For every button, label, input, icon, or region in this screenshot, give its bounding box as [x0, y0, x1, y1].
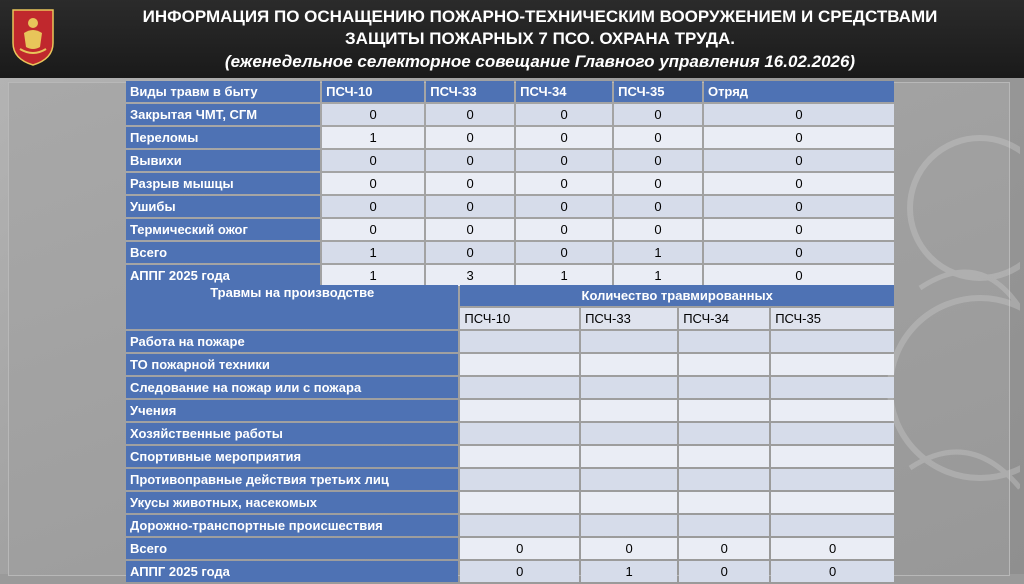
column-header: ПСЧ-34	[516, 81, 612, 102]
workplace-injuries-table	[124, 283, 896, 584]
value-cell: 0	[426, 242, 514, 263]
value-cell	[771, 492, 894, 513]
value-cell	[771, 400, 894, 421]
table-row	[126, 400, 894, 421]
column-header: ПСЧ-33	[426, 81, 514, 102]
row-label: Термический ожог	[126, 219, 320, 240]
table-header-row	[126, 81, 894, 102]
value-cell: 0	[426, 150, 514, 171]
column-subheader: ПСЧ-34	[679, 308, 769, 329]
table-row	[126, 196, 894, 217]
value-cell: 0	[614, 127, 702, 148]
value-cell: 1	[614, 265, 702, 286]
value-cell: 0	[426, 127, 514, 148]
value-cell	[771, 446, 894, 467]
row-label: Переломы	[126, 127, 320, 148]
value-cell: 0	[322, 150, 424, 171]
value-cell	[679, 354, 769, 375]
value-cell	[581, 446, 677, 467]
value-cell	[771, 331, 894, 352]
value-cell	[460, 354, 579, 375]
value-cell: 0	[704, 173, 894, 194]
table-row	[126, 492, 894, 513]
value-cell	[771, 377, 894, 398]
value-cell: 0	[322, 104, 424, 125]
value-cell	[679, 515, 769, 536]
value-cell	[460, 331, 579, 352]
value-cell	[460, 469, 579, 490]
value-cell: 0	[614, 196, 702, 217]
table-row	[126, 377, 894, 398]
value-cell	[679, 377, 769, 398]
column-subheader: ПСЧ-35	[771, 308, 894, 329]
value-cell	[679, 492, 769, 513]
column-header: Отряд	[704, 81, 894, 102]
value-cell	[581, 377, 677, 398]
value-cell	[679, 331, 769, 352]
row-label: Вывихи	[126, 150, 320, 171]
value-cell	[581, 469, 677, 490]
value-cell: 0	[322, 196, 424, 217]
value-cell: 0	[704, 104, 894, 125]
table-row	[126, 538, 894, 559]
table-header-row	[126, 285, 894, 306]
value-cell	[581, 492, 677, 513]
row-label: Хозяйственные работы	[126, 423, 458, 444]
column-subheader: ПСЧ-10	[460, 308, 579, 329]
value-cell	[771, 354, 894, 375]
value-cell	[460, 400, 579, 421]
value-cell: 0	[704, 242, 894, 263]
value-cell	[460, 492, 579, 513]
value-cell	[581, 400, 677, 421]
value-cell	[679, 469, 769, 490]
value-cell: 1	[322, 127, 424, 148]
title-line-1: ИНФОРМАЦИЯ ПО ОСНАЩЕНИЮ ПОЖАРНО-ТЕХНИЧЕСКИМ ВООРУЖЕНИЕМ И СРЕДСТВАМИ	[142, 7, 938, 26]
slide-header	[0, 0, 1024, 78]
value-cell	[581, 354, 677, 375]
value-cell: 0	[516, 196, 612, 217]
table-row	[126, 127, 894, 148]
table-row	[126, 173, 894, 194]
value-cell: 0	[771, 561, 894, 582]
value-cell: 0	[771, 538, 894, 559]
value-cell: 0	[426, 219, 514, 240]
value-cell: 0	[460, 561, 579, 582]
row-label: Всего	[126, 242, 320, 263]
coat-of-arms-icon	[10, 7, 56, 67]
value-cell: 0	[704, 150, 894, 171]
table-row	[126, 219, 894, 240]
table-row	[126, 446, 894, 467]
value-cell: 1	[614, 242, 702, 263]
value-cell: 0	[516, 219, 612, 240]
value-cell: 0	[614, 104, 702, 125]
table-row	[126, 469, 894, 490]
value-cell: 0	[516, 150, 612, 171]
table-row	[126, 242, 894, 263]
row-label: Укусы животных, насекомых	[126, 492, 458, 513]
row-label: Ушибы	[126, 196, 320, 217]
row-label: Спортивные мероприятия	[126, 446, 458, 467]
value-cell	[460, 377, 579, 398]
value-cell	[460, 423, 579, 444]
value-cell	[581, 423, 677, 444]
value-cell: 0	[516, 173, 612, 194]
value-cell: 1	[581, 561, 677, 582]
column-header: ПСЧ-35	[614, 81, 702, 102]
row-label: Работа на пожаре	[126, 331, 458, 352]
value-cell: 0	[679, 538, 769, 559]
value-cell: 0	[581, 538, 677, 559]
value-cell: 0	[322, 219, 424, 240]
column-header: Количество травмированных	[460, 285, 894, 306]
value-cell	[771, 469, 894, 490]
row-label: Всего	[126, 538, 458, 559]
table-row	[126, 104, 894, 125]
row-label: АППГ 2025 года	[126, 265, 320, 286]
value-cell	[460, 446, 579, 467]
row-label: Закрытая ЧМТ, СГМ	[126, 104, 320, 125]
value-cell: 0	[704, 265, 894, 286]
value-cell	[581, 515, 677, 536]
value-cell	[679, 446, 769, 467]
table-row	[126, 561, 894, 582]
row-label: ТО пожарной техники	[126, 354, 458, 375]
household-injuries-table	[124, 79, 896, 288]
column-subheader: ПСЧ-33	[581, 308, 677, 329]
value-cell: 0	[516, 127, 612, 148]
value-cell: 0	[426, 173, 514, 194]
row-label: Следование на пожар или с пожара	[126, 377, 458, 398]
value-cell: 0	[704, 219, 894, 240]
subtitle: (еженедельное селекторное совещание Главного управления 16.02.2026)	[224, 52, 856, 71]
table-row	[126, 331, 894, 352]
column-header: Виды травм в быту	[126, 81, 320, 102]
value-cell: 0	[614, 219, 702, 240]
value-cell: 1	[322, 242, 424, 263]
table-row	[126, 354, 894, 375]
value-cell: 0	[704, 127, 894, 148]
value-cell: 0	[426, 196, 514, 217]
value-cell	[771, 423, 894, 444]
table-row	[126, 150, 894, 171]
value-cell: 1	[516, 265, 612, 286]
value-cell	[581, 331, 677, 352]
column-header: ПСЧ-10	[322, 81, 424, 102]
value-cell: 0	[322, 173, 424, 194]
value-cell: 0	[679, 561, 769, 582]
value-cell	[460, 515, 579, 536]
value-cell	[679, 423, 769, 444]
value-cell: 0	[704, 196, 894, 217]
value-cell	[679, 400, 769, 421]
table-row	[126, 423, 894, 444]
value-cell	[771, 515, 894, 536]
watermark-emblem-icon	[880, 88, 1020, 568]
table-row	[126, 515, 894, 536]
value-cell: 0	[516, 242, 612, 263]
value-cell: 0	[516, 104, 612, 125]
value-cell: 0	[460, 538, 579, 559]
value-cell: 0	[614, 173, 702, 194]
column-header: Травмы на производстве	[126, 285, 458, 329]
row-label: Учения	[126, 400, 458, 421]
value-cell: 0	[614, 150, 702, 171]
value-cell: 1	[322, 265, 424, 286]
row-label: Разрыв мышцы	[126, 173, 320, 194]
row-label: Дорожно-транспортные происшествия	[126, 515, 458, 536]
value-cell: 3	[426, 265, 514, 286]
row-label: Противоправные действия третьих лиц	[126, 469, 458, 490]
row-label: АППГ 2025 года	[126, 561, 458, 582]
title-line-2: ЗАЩИТЫ ПОЖАРНЫХ 7 ПСО. ОХРАНА ТРУДА.	[345, 29, 735, 48]
value-cell: 0	[426, 104, 514, 125]
